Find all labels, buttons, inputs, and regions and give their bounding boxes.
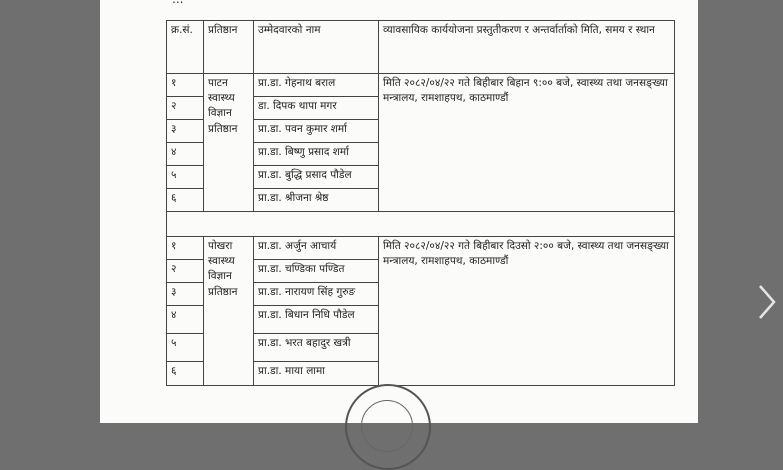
- candidate-cell: प्रा.डा. चण्डिका पण्डित: [254, 260, 379, 283]
- candidate-cell: प्रा.डा. भरत बहादुर खत्री: [254, 334, 379, 362]
- header-serial: क्र.सं.: [167, 21, 204, 74]
- header-candidate: उम्मेदवारको नाम: [254, 21, 379, 74]
- header-schedule: व्यावसायिक कार्ययोजना प्रस्तुतीकरण र अन्तर्वार्ताको मिति, समय र स्थान: [379, 21, 675, 74]
- serial-cell: १: [167, 237, 204, 260]
- candidate-cell: प्रा.डा. बुद्धि प्रसाद पौडेल: [254, 166, 379, 189]
- group-separator-row: [167, 212, 675, 237]
- candidate-cell: प्रा.डा. गेहनाथ बराल: [254, 74, 379, 97]
- schedule-cell: मिति २०८२/०४/२२ गते बिहीबार बिहान ९:०० बजे, स्वास्थ्य तथा जनसङ्ख्या मन्त्रालय, रामशाहपथ, काठमाण्डौं: [379, 74, 675, 212]
- serial-cell: १: [167, 74, 204, 97]
- table-header-row: [167, 21, 675, 74]
- table-row: [167, 74, 675, 97]
- institution-cell: पाटन स्वास्थ्य विज्ञान प्रतिष्ठान: [204, 74, 254, 212]
- serial-cell: ४: [167, 306, 204, 334]
- candidate-cell: प्रा.डा. श्रीजना श्रेष्ठ: [254, 189, 379, 212]
- candidate-cell: डा. दिपक थापा मगर: [254, 97, 379, 120]
- serial-cell: ६: [167, 189, 204, 212]
- schedule-cell: मिति २०८२/०४/२२ गते बिहीबार दिउसो २:०० बजे, स्वास्थ्य तथा जनसङ्ख्या मन्त्रालय, रामशाहपथ, काठमाण्डौं: [379, 237, 675, 386]
- top-text-fragment: [172, 0, 183, 6]
- serial-cell: ६: [167, 362, 204, 386]
- table-row: [167, 237, 675, 260]
- serial-cell: ३: [167, 120, 204, 143]
- candidate-cell: प्रा.डा. नारायण सिंह गुरुङ: [254, 283, 379, 306]
- header-institution: प्रतिष्ठान: [204, 21, 254, 74]
- serial-cell: ४: [167, 143, 204, 166]
- candidate-schedule-table: [166, 20, 675, 386]
- candidate-cell: प्रा.डा. बिधान निधि पौडेल: [254, 306, 379, 334]
- institution-cell: पोखरा स्वास्थ्य विज्ञान प्रतिष्ठान: [204, 237, 254, 386]
- serial-cell: २: [167, 260, 204, 283]
- official-seal-stamp: [345, 384, 431, 470]
- serial-cell: ५: [167, 166, 204, 189]
- candidate-cell: प्रा.डा. बिष्णु प्रसाद शर्मा: [254, 143, 379, 166]
- serial-cell: २: [167, 97, 204, 120]
- serial-cell: ३: [167, 283, 204, 306]
- candidate-cell: प्रा.डा. माया लामा: [254, 362, 379, 386]
- candidate-cell: प्रा.डा. अर्जुन आचार्य: [254, 237, 379, 260]
- document-page: [100, 0, 698, 423]
- chevron-right-icon[interactable]: [752, 280, 782, 324]
- candidate-cell: प्रा.डा. पवन कुमार शर्मा: [254, 120, 379, 143]
- serial-cell: ५: [167, 334, 204, 362]
